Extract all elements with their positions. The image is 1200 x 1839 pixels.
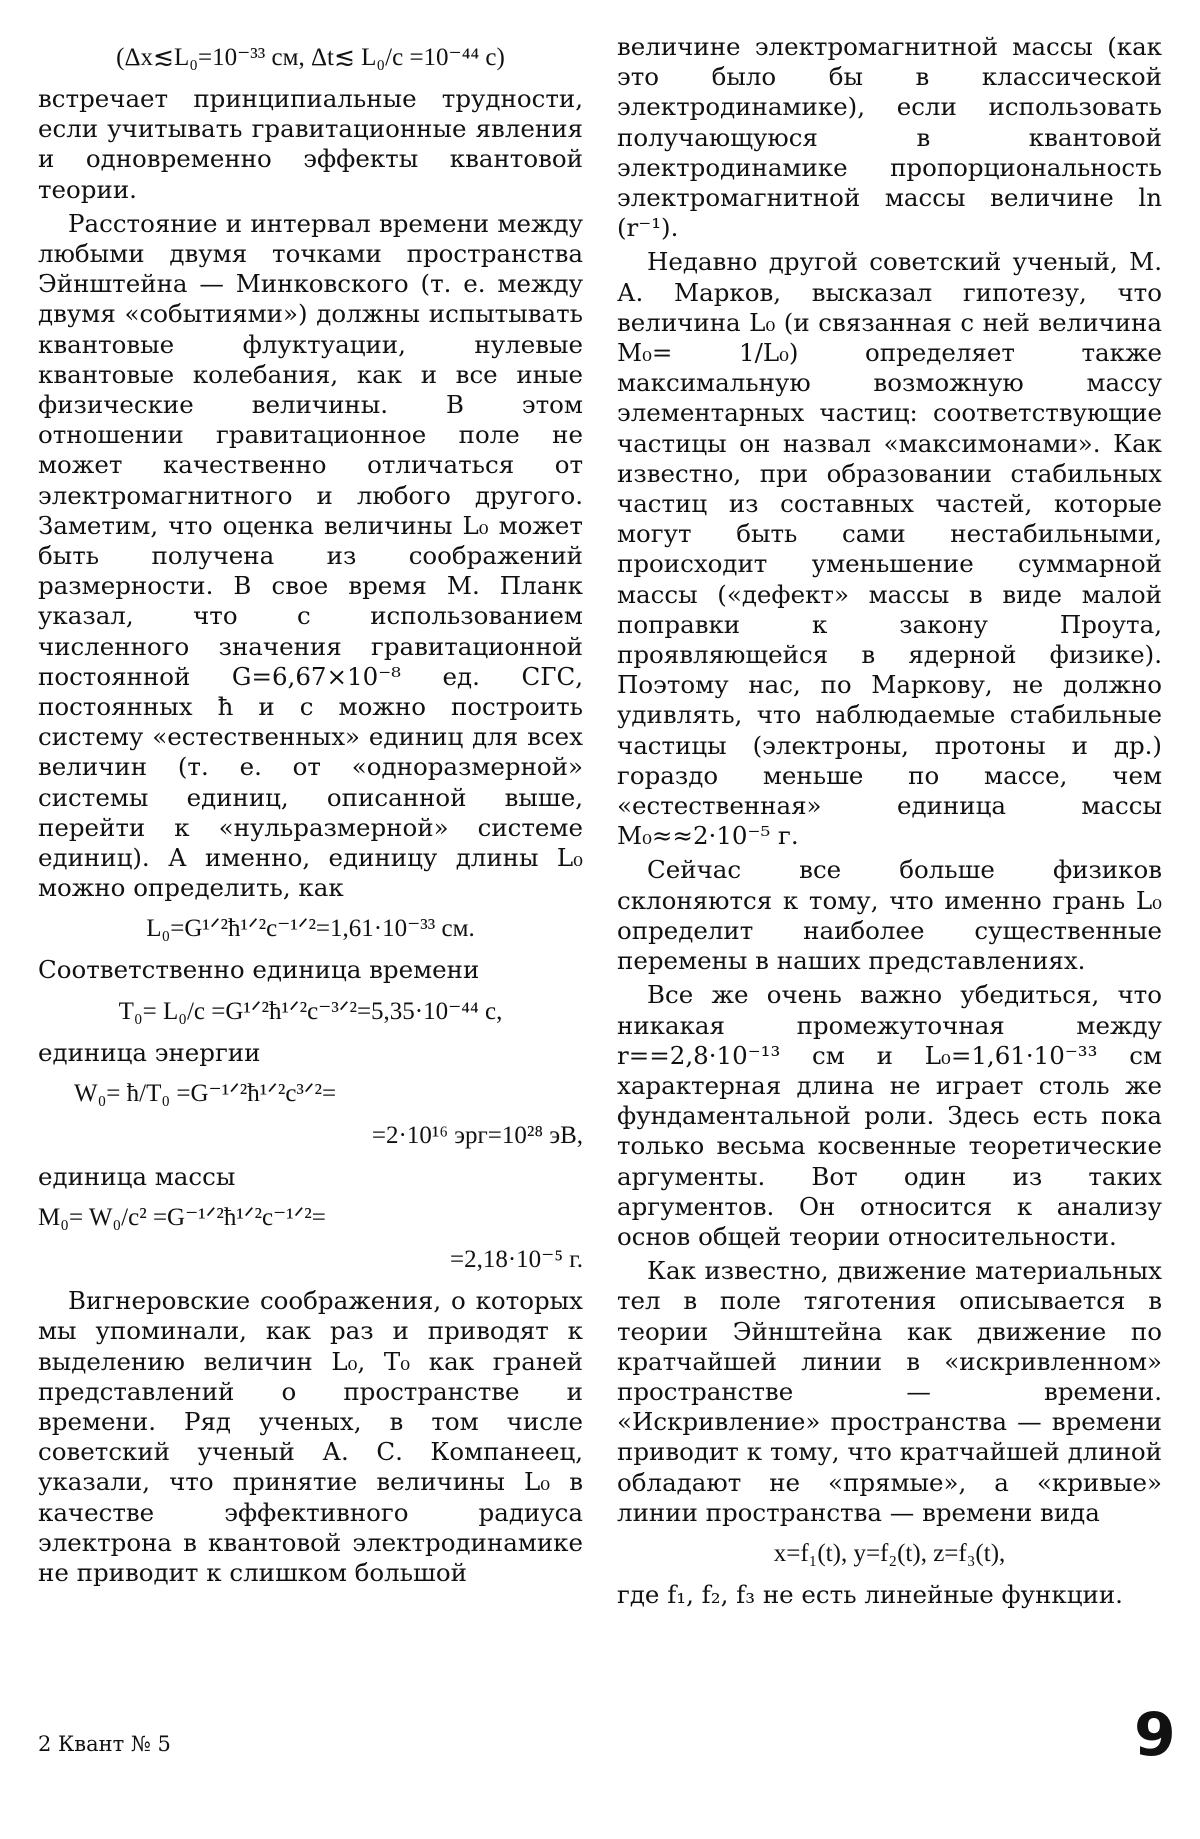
equation-planck-mass-b: =2,18·10⁻⁵ г. bbox=[449, 1246, 583, 1274]
intro-formula: (Δx≲L₀=10⁻³³ см, Δt≲ L₀/c =10⁻⁴⁴ с) bbox=[116, 44, 505, 71]
equation-planck-time: T₀= L₀/c =G¹ᐟ²ħ¹ᐟ²c⁻³ᐟ²=5,35·10⁻⁴⁴ с, bbox=[118, 997, 503, 1025]
paragraph-physicists: Сейчас все больше физиков склоняются к тому, что именно грань L₀ определит наиболее существенные перемены в наших представлениях. bbox=[617, 855, 1162, 976]
intro-text: встречает принципиальные трудности, если учитывать гравитационные явления и одновременно эффекты квантовой теории. bbox=[38, 84, 583, 204]
paragraph-em-mass: величине электромагнитной массы (как это было бы в классической электродинамике), если использовать получающуюся в квантовой электродинамике пропорциональность электромагнитной массы величине ln (r⁻¹). bbox=[617, 32, 1162, 243]
paragraph-intermediate-length: Все же очень важно убедиться, что никакая промежуточная между r==2,8·10⁻¹³ см и L₀=1,61·10⁻³³ см характерная длина не играет столь же фундаментальной роли. Здесь есть пока только весьма косвенные теоретические аргументы. Вот один из таких аргументов. Он относится к анализу основ общей теории относительности. bbox=[617, 980, 1162, 1251]
equation-planck-mass-a: M₀= W₀/c² =G⁻¹ᐟ²ħ¹ᐟ²c⁻¹ᐟ²= bbox=[38, 1204, 326, 1232]
label-unit-energy: единица энергии bbox=[38, 1037, 261, 1067]
signature-mark: 2 Квант № 5 bbox=[38, 1732, 171, 1756]
equation-planck-length: L₀=G¹ᐟ²ħ¹ᐟ²c⁻¹ᐟ²=1,61·10⁻³³ см. bbox=[146, 915, 475, 943]
equation-planck-energy-a: W₀= ħ/T₀ =G⁻¹ᐟ²ħ¹ᐟ²c³ᐟ²= bbox=[74, 1079, 337, 1107]
paragraph-gravity-motion: Как известно, движение материальных тел в поле тяготения описывается в теории Эйнштейна как движение по кратчайшей линии в «искривленном» пространстве — времени. «Искривление» пространства — времени приводит к тому, что кратчайшей длиной обладают не «прямые», а «кривые» линии пространства — времени вида bbox=[617, 1256, 1162, 1527]
label-unit-mass: единица массы bbox=[38, 1161, 236, 1191]
paragraph-planck-units: Расстояние и интервал времени между любыми двумя точками пространства Эйнштейна — Минковского (т. е. между двумя «событиями») должны испытывать квантовые флуктуации, нулевые квантовые колебания, как и все иные физические величины. В этом отношении гравитационное поле не может качественно отличаться от электромагнитного и любого другого. Заметим, что оценка величины L₀ может быть получена из соображений размерности. В свое время М. Планк указал, что с использованием численного значения гравитационной постоянной G=6,67×10⁻⁸ ед. СГС, постоянных ħ и c можно построить систему «естественных» единиц для всех величин (т. е. от «одноразмерной» системы единиц, описанной выше, перейти к «нульразмерной» системе единиц). А именно, единицу длины L₀ можно определить, как bbox=[38, 208, 583, 903]
equation-curve: x=f₁(t), y=f₂(t), z=f₃(t), bbox=[773, 1539, 1006, 1567]
equation-planck-energy-b: =2·10¹⁶ эрг=10²⁸ эВ, bbox=[371, 1121, 583, 1149]
paragraph-wigner: Вигнеровские соображения, о которых мы упоминали, как раз и приводят к выделению величин L₀, T₀ как граней представлений о пространстве и времени. Ряд ученых, в том числе советский ученый А. С. Компанеец, указали, что принятие величины L₀ в качестве эффективного радиуса электрона в квантовой электродинамике не приводит к слишком большой bbox=[38, 1286, 583, 1587]
right-column bbox=[617, 32, 1162, 1614]
page-number: 9 bbox=[1134, 1700, 1176, 1770]
left-column bbox=[38, 32, 583, 1592]
closing-line: где f₁, f₂, f₃ не есть линейные функции. bbox=[617, 1579, 1123, 1609]
paragraph-markov: Недавно другой советский ученый, М. А. Марков, высказал гипотезу, что величина L₀ (и связанная с ней величина M₀= 1/L₀) определяет также максимальную возможную массу элементарных частиц: соответствующие частицы он назвал «максимонами». Как известно, при образовании стабильных частиц из составных частей, которые могут быть сами нестабильными, происходит уменьшение суммарной массы («дефект» массы в виде малой поправки к закону Проута, проявляющейся в ядерной физике). Поэтому нас, по Маркову, не должно удивлять, что наблюдаемые стабильные частицы (электроны, протоны и др.) гораздо меньше по массе, чем «естественная» единица массы M₀≈≈2·10⁻⁵ г. bbox=[617, 247, 1162, 851]
label-unit-time: Соответственно единица времени bbox=[38, 955, 480, 985]
